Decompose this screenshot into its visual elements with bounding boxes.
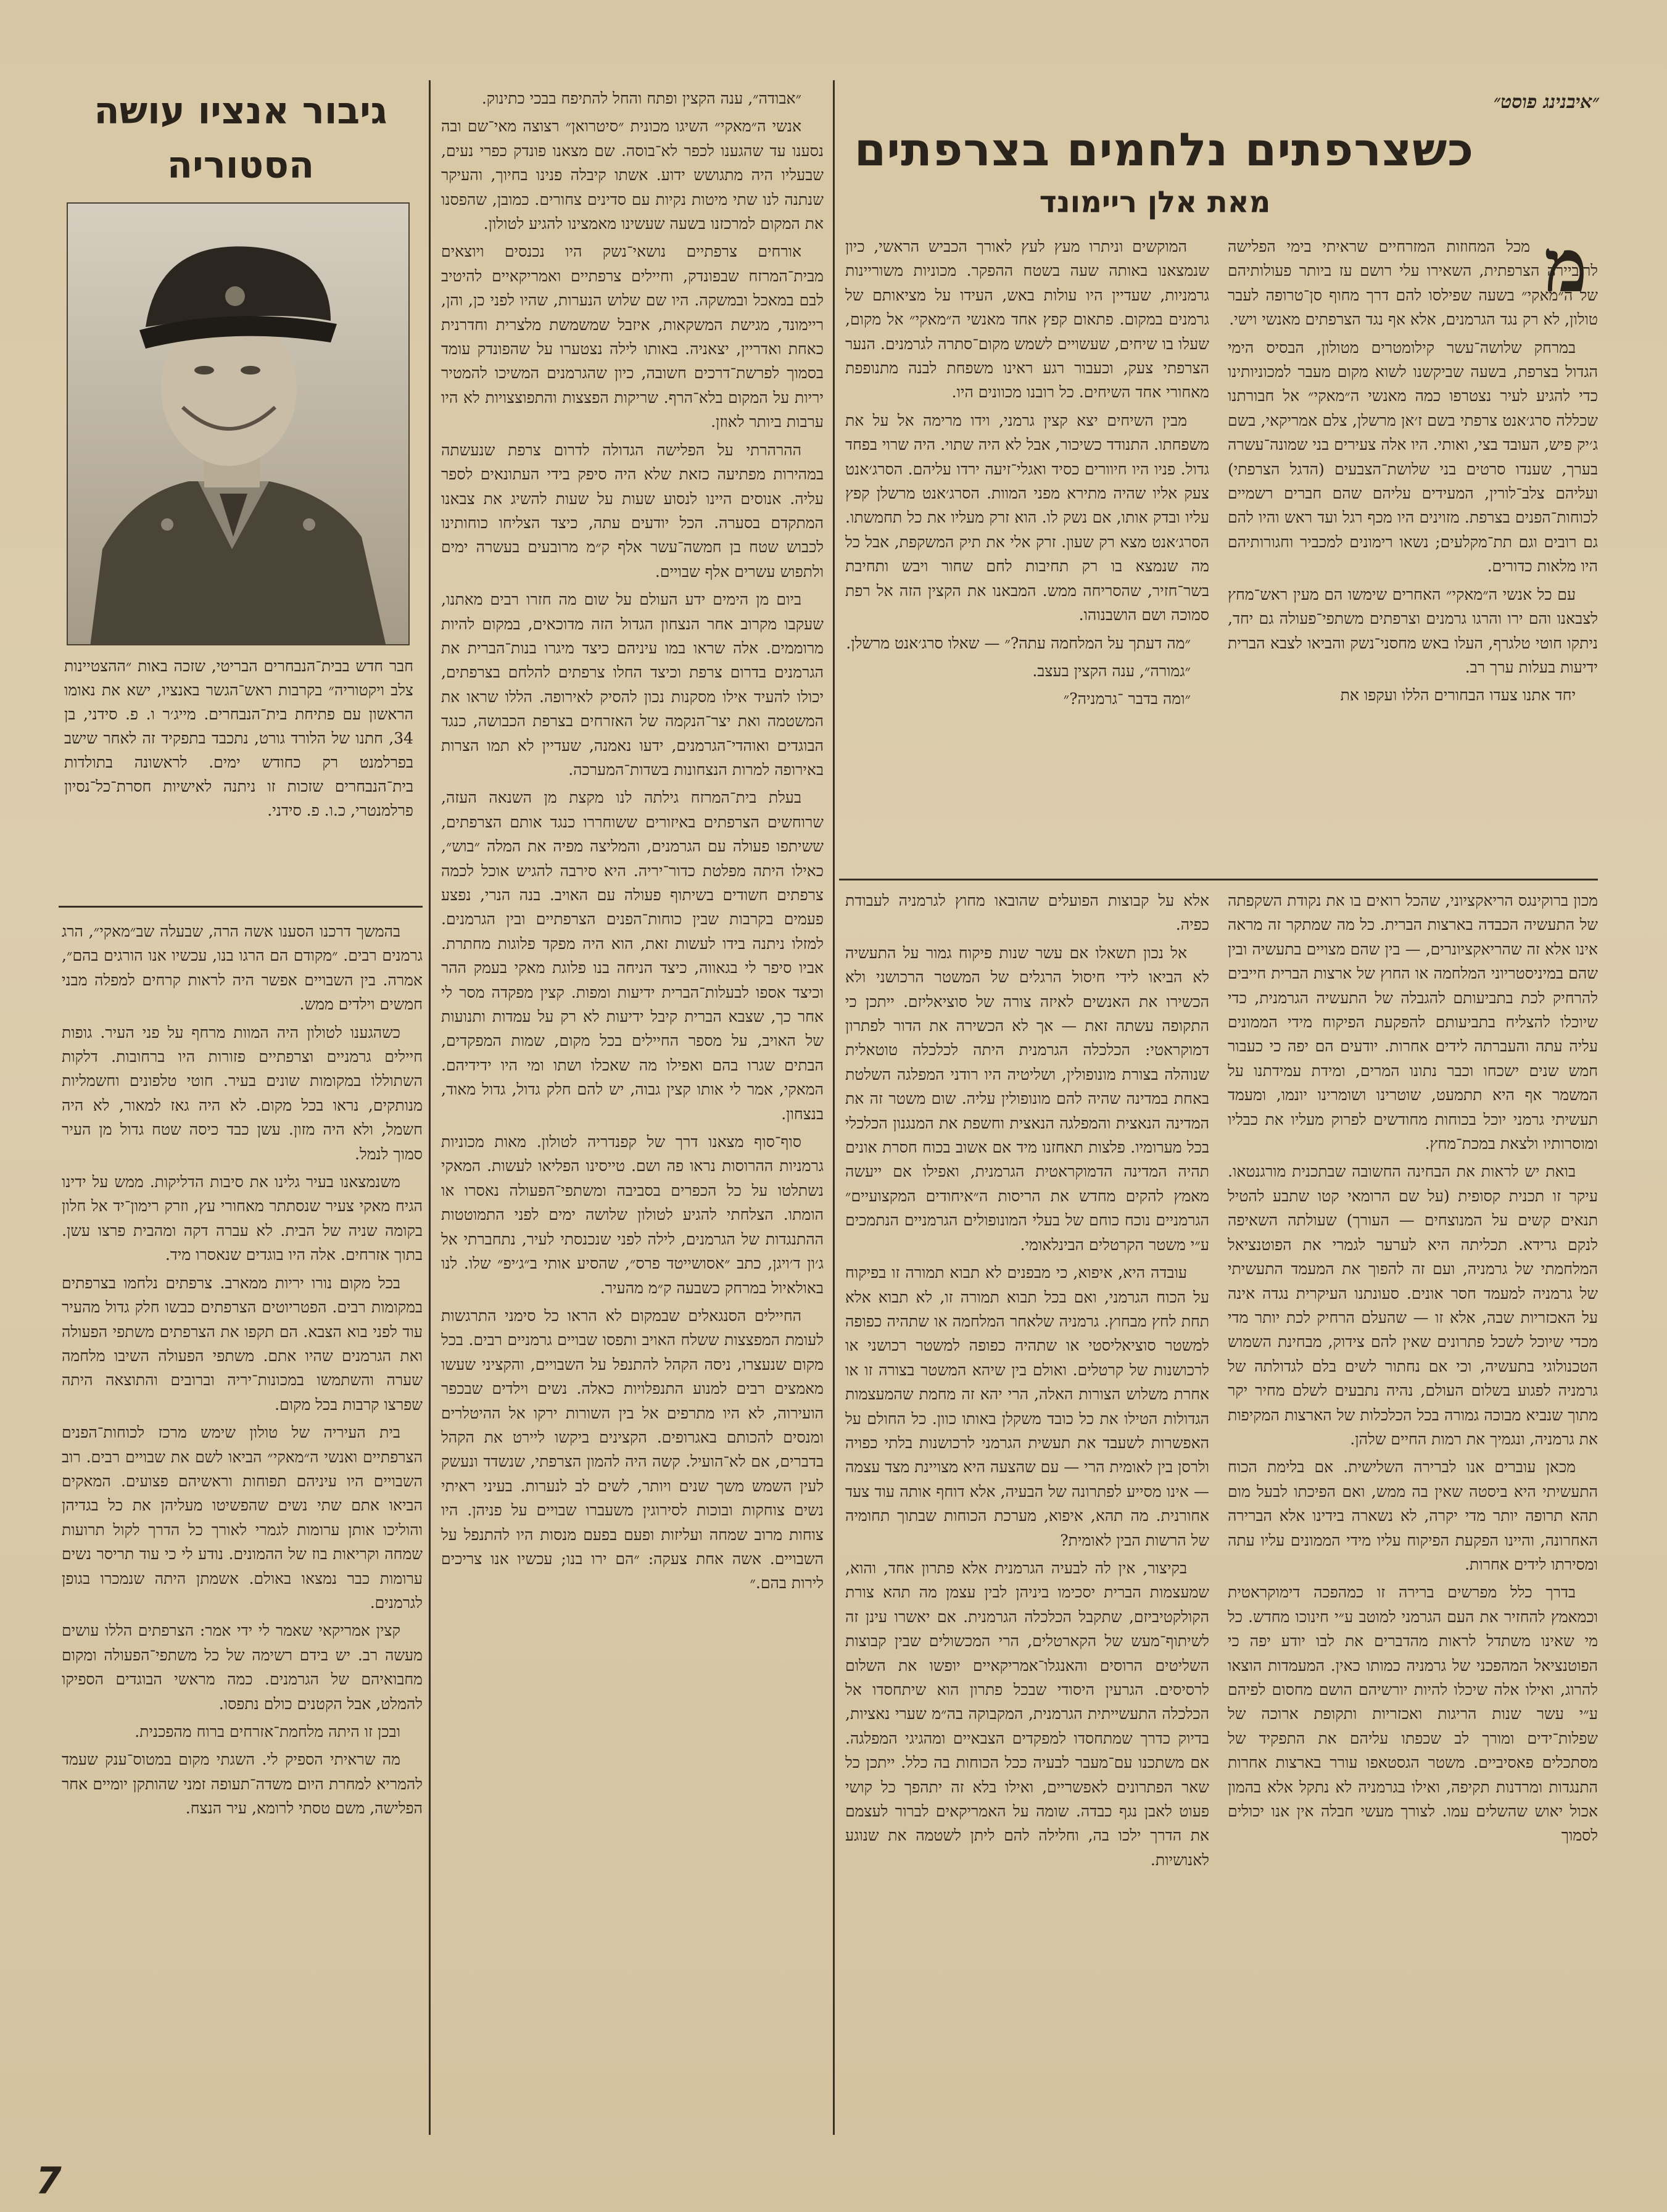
paragraph: עובדה היא, איפוא, כי מבפנים לא תבוא תמורה זו בפיקוח על הכוח הגרמני, ואם בכל תבוא תמורה זו, לא תבוא אלא תחת לחץ מבחוץ. גרמניה שלאחר המלחמה או שתהיה כפופה למשטר סוציאליסטי או שתהיה כפופה למשטר רכושני או לרכושנות של קרטלים. ואולם בין שיהא המשטר בצורה זו או אחרת משלוש הצורות האלה, הרי יהא זה מחמת שהמעצמות הגדולות הטילו את כל כובד משקלן באותו כוון. כל החולם על האפשרות לשעבד את תעשית הגרמני לרכושנות בלתי כפויה ולרסן בין לאומית הרי — עם שהצעה היא מצויינת מצד עצמה — אינו מסייע לפתרונה של הבעיה, אלא דוחף אותה עוד צעד אחורנית. מה תהא, איפוא, מערכת הכוחות שבתוך תחומיה של הרשות הבין לאומית? [845,1264,1209,1549]
paragraph: מבין השיחים יצא קצין גרמני, וידו מרימה אל על את משפחתו. התנודד כשיכור, אבל לא היה שתוי. היה שרוי בפחד גדול. פניו היו חיוורים כסיד ואגלי־זיעה ירדו עליהם. הסרג׳אנט צעק אליו שהיה מתירא מפני המוות. הסרג׳אנט מרשלן קפץ עליו ובדק אותו, אם נשק לו. הוא זרק מעליו את כל תחמשתו. הסרג׳אנט מצא רק שעון. זרק אלי את תיק המשקפת, אבל כל מה שנמצא בו רק תחיבות לחם שחור ויבש ותחיבת בשר־חזיר, שהסריחה ממש. המבאנו את הקצין הזה אל רפת סמוכה ושם הושבנוהו. [845,411,1209,624]
paragraph: כשהגענו לטולון היה המוות מרחף על פני העיר. גופות חיילים גרמניים וצרפתיים פזורות היו ברחובות. דלקות השתוללו במקומות שונים בעיר. חוטי טלפונים וחשמליות מנותקים, נראו בכל מקום. לא היה גאז למאור, לא היה חשמל, ולא היה מזון. עשן כבד כיסה שטח גדול מן העיר סמוך לנמל. [62,1023,423,1163]
article-headline: כשצרפתים נלחמים בצרפתים [854,123,1475,176]
paragraph: בעלת בית־המרזח גילתה לנו מקצת מן השנאה העזה, שרוחשים הצרפתים באיזורים ששוחררו כנגד אותם הצרפתים, ששיתפו פעולה עם הגרמנים, והמליצה מפיה את המלה ״בוש״, כאילו היתה מפלטת כדור־יריה. היא סירבה להגיש אוכל לכמה צרפתים חשודים בשיתוף פעולה עם האויב. בנה הנרי, נפצע פעמים בקרבות שבין כוחות־הפנים הצרפתיים ובין הגרמנים. למזלו ניתנה בידו לעשות זאת, הוא היה מפקד פלוגות מחתרת. אביו סיפר לי בגאווה, כיצד הניחה בנו פלוגת מאקי בעמק ההר וכיצד אספו לבעלות־הברית ידיעות ומפות. קצין מפקדה מסר לי אחר כך, שצבא הברית קיבל ידיעות לא רק על עמדות ותנועות של האויב, על מספר החיילים בכל מקום, שמות המפקדים, הבתים שגרו בהם ואפילו מה שאכלו ושתו ומי היו ידידיהם. המאקי, אמר לי אותו קצין גבוה, יש להם חלק גדול, גדול מאוד, בנצחון. [441,789,824,1123]
paragraph: מכל המחוזות המזרחיים שראיתי בימי הפלישה לריביירה הצרפתית, השאירו עלי רושם עז ביותר פעולותיהם של ה״מאקי״ בשעה שפילסו להם דרך מחוף סן־טרופה לעבר טולון, לא רק נגד הגרמנים, אלא אף נגד הצרפתים מאנשי וישי. [1228,238,1598,329]
paragraph: משנמצאנו בעיר גלינו את סיבות הדליקות. ממש על ידינו הגיח מאקי צעיר שנסתתר מאחורי עץ, וזרק רימון־יד אל חלון בקומה שניה של הבית. לא עברה דקה ומהבית פרצו עשן. בתוך אזרחים. אלה היו בוגדים שנאסרו מיד. [62,1173,423,1264]
paragraph: במרחק שלושה־עשר קילומטרים מטולון, הבסיס הימי הגדול בצרפת, בשעה שביקשנו לשוא מקום מעבר למכוניותינו כדי להגיע לעיר נצטרפו כמה מאנשי ה״מאקי״ אל חבורתנו שכללה סרג׳אנט צרפתי בשם ז׳אן מרשלן, צלם אמריקאי, בשם ג׳יק פיש, העובד בצי, ואותי. היו אלה צעירים בני שמונה־עשרה בערך, שענדו סרטים בני שלושת־הצבעים (הדגל הצרפתי) ועליהם צלב־לורין, המעידים עליהם שהם חברים רשמיים לכוחות־הפנים בצרפת. מזוינים היו מכף רגל ועד ראש והיו להם גם רובים וגם תת־מקלעים; נשאו רימונים למכביר וחגורותיהם היו מלאות כדורים. [1228,338,1598,576]
dialogue-line: ״מה דעתך על המלחמה עתה?״ — שאלו סרג׳אנט מרשלן. [846,634,1191,652]
paragraph: ״אבודה״, ענה הקצין ופתח והחל להתיפח בבכי כתינוק. [481,89,801,107]
paragraph: בדרך כלל מפרשים ברירה זו כמהפכה דימוקראטית וכמאמץ להחזיר את העם הגרמני למוטב ע״י חינוכו מחדש. כל מי שאינו משתדל לראות מהדברים את לבו יודע יפה כי הפוטנציאל המהפכני של גרמניה כמותו כאין. המעמדות הוצאו להרוג, ואילו אלה שיכלו להיות יורשיהם הושם מחסום לפיהם ע״י עשר שנות הריגות ואכזריות ותקופת ארוכה של שפלות־ידים ומורך לב שכפתו עליהם את התפקיד של מסתכלים פאסיביים. משטר הגסטאפו עורר בארצות אחרות התנגדות ומרדנות תקיפה, ואילו בגרמניה לא נתקל אלא בהמון אכול יאוש שהשלים עמו. לצורך מעשי חבלה אין אנו יכולים לסמוך [1228,1583,1598,1845]
paragraph: יחד אתנו צעדו הבחורים הללו ועקפו את [1340,686,1576,705]
portrait-illustration [67,204,408,645]
paragraph: בואת יש לראות את הבחינה החשובה שבתכנית מורגנטאו. עיקר זו תכנית קסופית (על שם הרומאי קטו שתבע להטיל תנאים קשים על המנוצחים — העורך) שעולתה השאיפה לנקם גרידא. תכליתה היא לערער לגמרי את הפוטנציאל המלחמתי של גרמניה, ועם זה להפוך את המעמד התעשיתי של גרמניה למעמד חסר אונים. סעונתנו העיקרית נגדה אינה על האכזריות שבה, אלא זו — שהעלם הרחיק לכת יותר מדי מכדי שיוכל לשכל פתרונים שאין להם צידוק, מבחינת השמוש הטכנולוגי בתעשיה, וכי אם נחתור לשים בלם לגדולתה של גרמניה לפגוע בשלום העולם, נהיה נתבעים לשלם מחיר יקר מתוך שנביא מבוכה גמורה בכל הכלכלות של הארצות המקיפות את גרמניה, ונגמיך את רמות החיים שלהן. [1228,1162,1598,1448]
paragraph: אלא על קבוצות הפועלים שהובאו מחוץ לגרמניה לעבודת כפיה. [845,892,1209,934]
paragraph: מכאן עוברים אנו לברירה השלישית. אם בלימת הכוח התעשיתי היא ביסטה שאין בה ממש, ואם הפיכתו לבעל מום תהא תרופה יותר מדי יקרה, לא נשארה בידינו אלא הברירה האחרונה, והיינו הפקעת הפיקוח עליו מידי הממונים עליו עתה ומסירתו לידים אחרות. [1228,1458,1598,1573]
paragraph: אל נכון תשאלו אם עשר שנות פיקוח גמור על התעשיה לא הביאו לידי חיסול הרגלים של המשטר הרכושני ולא הכשירו את האנשים לאיזה צורה של סוציאליזם. ייתכן כי התקופה עשתה זאת — אך לא הכשירה את הדור לפתרון דמוקראטי: הכלכלה הגרמנית היתה לכלכלה טוטאלית שנוהלה בצורת מונופולין, ושליטיה היו רודני המפלגה השלטת באחת במדינה שהיה להם מונופולין עליה. שום משטר זה את המדינה הנאצית והמפלגה הנאצית וחשפת את המנגנון הכלכלי בכל מערומיו. פלצות תאחזנו מיד אם אשוב בכוח חסרת אונים תהיה המדינה הדמוקראטית הגרמנית, ואפילו אם ייעשה מאמץ להקים מחדש את הריסות ה״איחודים המקצועיים״ הגרמניים נוכח כוחם של בעלי המונופולים הגרמניים הנתמכים ע״י משטר הקרטלים הבינלאומי. [845,943,1209,1254]
article-column-1 [1228,223,1598,876]
paragraph: בכל מקום נורו יריות ממארב. צרפתים נלחמו בצרפתים במקומות רבים. הפטריוטים הצרפתים כבשו חלק גדול מהעיר עוד לפני בוא הצבא. הם תקפו את הצרפתים משתפי הפעולה ואת הגרמנים שהיו אתם. משתפי הפעולה השיבו מלחמה שערה והשתמשו במכונות־יריה וברובים והתוצאה היתה שפרצו קרבות בכל מקום. [62,1274,423,1414]
paragraph: בקיצור, אין לה לבעיה הגרמנית אלא פתרון אחד, והוא, שמעצמות הברית יסכימו ביניהן לבין עצמן מה תהא צורת הקולקטיביזם, שתקבל הכלכלה הגרמנית. אם יאשרו עינן זה לשיתוף־מעש של הקארטלים, הרי המכשולים שבין קבוצות השליטים הרוסים והאנגלו־אמריקאיים יופשו את השלום לרסיסים. הגרעין היסודי שבכל פתרון הוא שיתחסדו אל הכלכלה התעשייתית הגרמנית, המקבוקה בה״מ שערי נאציות, בדיוק כדרך שמתחסדו למפקדים הצבאיים ומהגיגי המפלגה. אם משתכנו עם־מעבר לבעיה ככל הכוחות בה כלל. ייתכן כל שאר הפתרונים לאפשריים, ואילו בלא זה יתהפך כל קושי פעוט לאבן נגף כבדה. שומה על האמריקאים לברור לעצמם את הדרך ילכו בה, וחלילה להם ליתן לשטמה את שנוגע לאנושיות. [845,1559,1209,1869]
section-divider [839,879,1598,880]
paragraph: ובכן זו היתה מלחמת־אזרחים ברוח מהפכנית. [134,1723,400,1741]
paragraph: אורחים צרפתיים נושאי־נשק היו נכנסים ויוצאים מבית־המרזח שבפונדק, וחיילים צרפתיים ואמריקאיים להיטיב לבם במאכל ובמשקה. היו שם שלוש הנערות, שהיו לפני כן, והן, ריימונד, מגישת המשקאות, איזבל שמשמשת מלצרית וחדרנית כאחת ואדריין, יצאניה. באותו לילה נצטערו על שהפונדק עומד בסמוך לפרשת־דרכים חשובה, כיון שהגרמנים המשיכו להמטיר יריות על המקום בלא־הרף. שריקות הפצצות והתפוצצויות לא היו ערבות ביותר לאוזן. [441,242,824,431]
paragraph: אנשי ה״מאקי״ השיגו מכונית ״סיטרואן״ רצוצה מאי־שם ובה נסענו עד שהגענו לכפר לא־בוסה. שם מצאנו פונדק כפרי נעים, שבעליו היה מתגושש ידוע. אשתו קיבלה פנינו בחיוך, והעיקר שנתנה לנו שתי מיטות נקיות עם סדינים צחורים. כמובן, שהפסנו את המקום למרכזנו בשעה שעשינו מאמצינו להגיע לטולון. [441,117,824,233]
dialogue-line: ״גמורה״, ענה הקצין בעצב. [1032,661,1191,680]
column-divider [429,80,431,2135]
page-number: 7 [36,2160,62,2203]
paragraph: החיילים הסנגאלים שבמקום לא הראו כל סימני התרגשות לעומת המפצצות ששלח האויב ותפסו שבויים גרמניים רבים. בכל מקום שנעצרו, ניסה הקהל להתנפל על השבויים, והקציני שעשו מאמצים רבים למנוע התנפלויות כאלה. נשים וילדים שבכפר הועירוה, לא היו מתרפים אל בין השורות ירקו אל ההיטלרים ומנסים להכותם באגרופים. הקצינים ביקשו ליירט את הקהל בדברים, אם לא־הועיל. קשה היה להמון הצרפתי, שנשדד ונעשק לעין השמש משך שנים ויותר, לשים לב לנערות. בעיני ראיתי נשים צוחקות ובוכות לסירוגין משעברו שבויים על פניהן. היו צוחות מרוב שמחה ועליזות ופעם בפעם מנסות היו להתנפל על השבויים. אשה אחת צעקה: ״הם ירו בנו; עכשיו אנו צריכים לירות בהם.״ [441,1306,824,1593]
sidebar-title-line1: גיבור אנציו עושה הסטוריה [94,89,387,187]
article-column-3 [441,86,824,2129]
essay-column-2 [845,889,1209,2129]
paragraph: מה שראיתי הספיק לי. השגתי מקום במטוס־ענק שעמד להמריא למחרת היום משדה־תעופה זמני שהותקן יומיים אחר הפלישה, משם טסתי לרומא, עיר הנצח. [62,1750,423,1818]
source-kicker: ״איבנינג פוסט״ [1493,91,1599,113]
paragraph: עם כל אנשי ה״מאקי״ האחרים שימשו הם מעין ראש־מחץ לצבאנו והם ירו והרגו גרמנים וצרפתים משתפי־פעולה גם יחד, ניתקו חוטי טלגרף, העלו באש מחסני־נשק והביאו לצבא הברית ידיעות בעלות ערך רב. [1228,585,1598,676]
drop-cap: מ [1544,223,1587,309]
dialogue-line: ״ומה בדבר ־גרמניה?״ [1063,690,1191,708]
paragraph: ההרהרתי על הפלישה הגדולה לדרום צרפת שנעשתה במהירות מפתיעה כזאת שלא היה סיפק בידי העתונאים לספר עליה. אנוסים היינו לנסוע שעות על שעות להשיג את צבאנו המתקדם בסערה. הכל יודעים עתה, כיצד הצליחו כוחותינו לכבוש שטח בן חמשה־עשר אלף ק״מ מרובעים בעשרה ימים ולתפוש עשרים אלף שבויים. [441,441,824,581]
portrait-caption: חבר חדש בבית־הנבחרים הבריטי, שזכה באות ״ההצטיינות צלב ויקטוריה״ בקרבות ראש־הגשר באנציו, ישא את נאומו הראשון עם פתיחת בית־הנבחרים. מייג׳ר ו. פ. סידני, בן 34, חתנו של הלורד גורט, נתכבד בתפקיד זה לאחר שישב בפרלמנט רק כחודש ימים. לראשונה בתולדות בית־הנבחרים שזכות זו ניתנה לאישיות חסרת־כל־נסיון פרלמנטרי, כ.ו. פ. סידני. [64,657,413,819]
officer-portrait-photo [67,202,410,645]
paragraph: מכון ברוקינגס הריאקציוני, שהכל רואים בו את נקודת השקפתה של התעשיה הכבדה בארצות הברית. כל מה שמתקר זה מראה אינו אלא זה שהריאקציונרים, — בין שהם מצויים בתעשיה ובין שהם במיניסטריוני המלחמה או החוץ של ארצות הברית חייבים להרחיק לכת בתביעותם להגבלה של התעשיה הגרמנית, כדי שיוכלו להצליח בתביעותם להפקעת הפיקוח מידי הממונים עליה עתה והעברתה לידים אחרות. יודעים הם יפה כי כעבור חמש שנים ישכחו וכבר נתונו המרים, ומידת עמידתנו על המשמר אף היא תתמעט, שוטרינו ושומרינו יונמו, ומעמד תעשיתי גרמני יוכל בכוחות מחודשים לפרוק מעליו את כבליו ומוסרותיו ולצאת במכת־מחץ. [1228,892,1598,1153]
article-column-2 [845,234,1209,876]
paragraph: סוף־סוף מצאנו דרך של קפנדריה לטולון. מאות מכוניות גרמניות ההרוסות נראו פה ושם. טייסינו הפליאו לעשות. המאקי נשתלטו על כל הכפרים בסביבה ומשתפי־הפעולה נאסרו או הומתו. הצלחתי להגיע לטולון שלושה ימים לפני התמוטטות ההתנגדות של הגרמנים, לילה לפני שנכנסתי לעיר, נתחברתי אל ג׳ון ד׳ויגן, כתב ״אסושייטד פרס״, שהסיע אותי ב״ג׳יפ״ שלו. לנו באולאיול במרחק כשבעה ק״מ מהעיר. [441,1133,824,1297]
paragraph: קצין אמריקאי שאמר לי ידי אמר: הצרפתים הללו עושים מעשה רב. יש בידם רשימה של כל משתפי־הפעולה ומקום מחבואיהם של הגרמנים. כמה מראשי הבוגדים הספיקו להמלט, אבל הקטנים כולם נתפסו. [62,1622,423,1713]
section-divider [59,906,423,908]
article-column-4 [62,919,423,2129]
article-byline: מאת אלן ריימונד [1039,185,1271,220]
paragraph: המוקשים וניתרו מעץ לעץ לאורך הכביש הראשי, כיון שנמצאנו באותה שעה בשטח ההפקר. מכוניות משוריינות גרמניות, שעדיין היו עולות באש, העידו על מציאותם של גרמנים במקום. פתאום קפץ אחד מאנשי ה״מאקי״ אל מקום, שעלו בו שיחים, שעשויים לשמש מקום־סתרה לגרמנים. הנער הצרפתי צעק, וכעבור רגע ראינו משפחת לבנה מתנופפת מאחורי אחד השיחים. כל רובנו מכוונים היו. [845,238,1209,402]
paragraph: בית העיריה של טולון שימש מרכז לכוחות־הפנים הצרפתיים ואנשי ה״מאקי״ הביאו לשם את שבויים רבים. רוב השבויים היו עיניהם תפוחות וראשיהם פצועים. המאקים הביאו אתם שתי נשים שהפשיטו מעליהן את כל בגדיהן והוליכו אותן ערומות לגמרי לאורך כל הדרך לקול תרועות שמחה וקריאות בוז של ההמונים. נודע לי כי עוד תריסר נשים ערומות כבר נמצאו באולם. אשמתן היתה שנמכרו בגופן לגרמנים. [62,1423,423,1612]
essay-column-1 [1228,889,1598,2129]
column-divider [833,80,835,2135]
paragraph: ביום מן הימים ידע העולם על שום מה חזרו רבים מאתנו, שעקבו מקרוב אחר הנצחון הגדול הזה מדוכאים, במקום להיות מרוממים. אלה שראו במו עיניהם כיצד מיגרו בנות־הברית את הגרמנים בדרום צרפת וכיצד החלו צרפתים להלחם בצרפתים, יכולו להעיד אילו מסקנות נכון להסיק לאירופה. הללו שראו את המשטמה ואת יצר־הנקמה של האזרחים בצרפת הכבושה, כנגד הבוגדים ואוהדי־הגרמנים, ידעו נאמנה, שעדיין לא תמו הצרות באירופה למרות הנצחונות בשדות־המערכה. [441,590,824,779]
paragraph: בהמשך דרכנו הסענו אשה הרה, שבעלה שב״מאקי״, הרג גרמנים רבים. ״מקודם הם הרגו בנו, עכשיו אנו הורגים בהם״, אמרה. בין השבויים אפשר היה לראות קרחים למפלה מבני חמשים וילדים ממש. [62,922,423,1014]
